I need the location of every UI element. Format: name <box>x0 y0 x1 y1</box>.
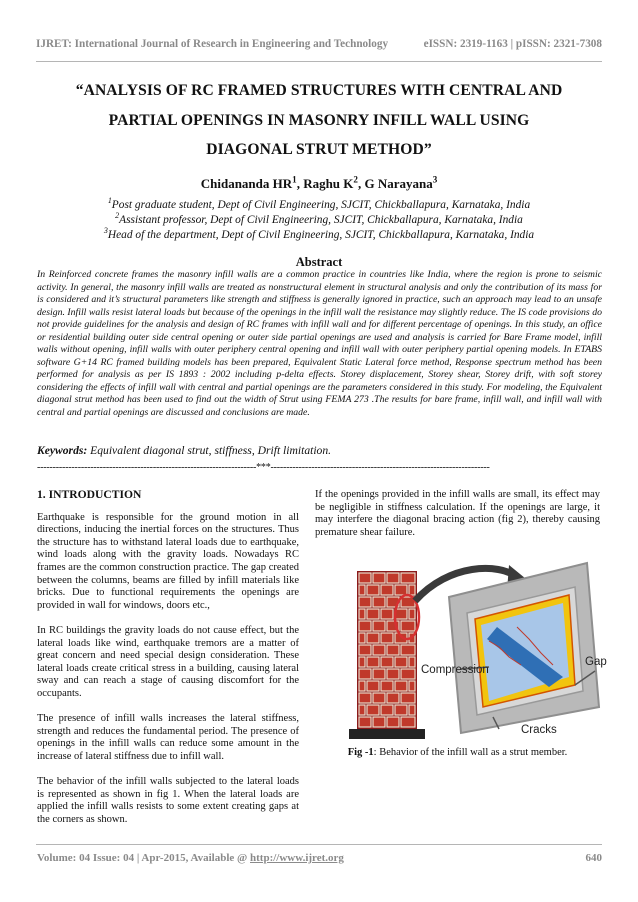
keywords-text: Equivalent diagonal strut, stiffness, Drift limitation. <box>87 444 332 457</box>
issn: eISSN: 2319-1163 | pISSN: 2321-7308 <box>423 38 602 50</box>
paragraph: Earthquake is responsible for the ground motion in all directions, inducing the inertial forces on the structures. Thus the structure has to withstand lateral loads due to earthquake, wind loads along with the gravity loads. Nowadays RC frames are the common construction practice. The gap created between the columns, beams are filled by infill materials like bricks. Due to functional requirements the openings are provided in wall for windows, doors etc., <box>37 511 299 611</box>
paragraph: The presence of infill walls increases the lateral stiffness, strength and reduces the fundamental period. The presence of openings in the infill walls can reduce some amount in the increase of lateral stiffness due to infill wall. <box>37 713 299 762</box>
paragraph: The behavior of the infill walls subjected to the lateral loads is represented as shown in fig 1. When the lateral loads are applied the infill walls resists to some extent creating gaps at the corners as shown. <box>37 776 299 825</box>
volume-text: Volume: 04 Issue: 04 | Apr-2015, Available @ <box>37 852 251 864</box>
affiliations <box>30 198 608 243</box>
strut-behavior-figure <box>349 557 611 739</box>
affiliation-sup: 2 <box>115 211 120 221</box>
journal-name: IJRET: International Journal of Research in Engineering and Technology <box>36 38 389 50</box>
title-line: DIAGONAL STRUT METHOD” <box>206 141 432 158</box>
affiliation-text: Post graduate student, Dept of Civil Engineering, SJCIT, Chickballapura, Karnataka, India <box>111 199 531 211</box>
affiliation-text: Assistant professor, Dept of Civil Engineering, SJCIT, Chickballapura, Karnataka, India <box>119 214 523 226</box>
gap-label: Gap <box>585 656 607 668</box>
deformed-frame-illustration <box>449 563 599 733</box>
abstract-text: In Reinforced concrete frames the masonry infill walls are a common practice in countries like India, where the region is prone to seismic activity. In general, the masonry infill walls are treated as nonstructural element in structural analysis and only the contribution of its mass for is considered and it’s structural parameters like strength and stiffness is generally ignored in practice, such an approach may lead to an unsafe design. Infill walls resist lateral loads but because of the openings in the infill wall the resistance may slightly reduce. The IS code provisions do not provide guidelines for the analysis and design of RC frames with infill wall and for different percentage of openings. In this study, an office or residential building outer side central opening or outer side partial openings are used and analysis is carried for Bare Frame model, infill walls without opening, infill walls with outer periphery central opening and infill wall with outer periphery partial opening models. In ETABS software G+14 RC framed building models has been prepared, Equivalent Static Lateral force method, Response spectrum method has been performed for analysis as per IS 1893 : 2002 including p-delta effects. Storey displacement, Storey shear, Storey drift, with soft storey considering the effects of infill wall with central and partial openings are the parameters considered in this study. For modeling, the Equivalent diagonal strut method has been used to find out the width of Strut using FEMA 273 .The results for bare frame, infill wall, and infill wall with central and partial openings are discussed and conclusions are made. <box>37 269 602 419</box>
journal-link[interactable]: http://www.ijret.org <box>250 852 344 864</box>
paper-title <box>30 76 608 165</box>
page-number: 640 <box>585 852 602 864</box>
title-line: PARTIAL OPENINGS IN MASONRY INFILL WALL USING <box>108 111 530 129</box>
compression-label: Compression <box>421 664 489 676</box>
section-heading: 1. INTRODUCTION <box>37 488 142 501</box>
affiliation-text: Head of the department, Dept of Civil Engineering, SJCIT, Chickballapura, Karnataka, India <box>107 229 535 241</box>
figure-caption <box>315 747 600 758</box>
figure-label: Fig -1 <box>347 747 374 758</box>
author-sup: 1 <box>292 174 297 185</box>
author-sup: 3 <box>432 174 438 185</box>
author-name: G Narayana <box>364 176 433 191</box>
author-name: Raghu K <box>303 176 354 191</box>
title-line: “ANALYSIS OF RC FRAMED STRUCTURES WITH CENTRAL AND <box>75 82 563 99</box>
paragraph: In RC buildings the gravity loads do not cause effect, but the lateral loads like wind, earthquake tremors are a matter of great concern and need special design consideration. These lateral loads create critical stress in a building, causing lateral sway and can reach a stage of causing discomfort for the occupants. <box>37 624 299 699</box>
author-name: Chidananda HR <box>200 176 293 191</box>
cracks-label: Cracks <box>521 724 557 736</box>
right-column <box>315 489 600 552</box>
volume-info <box>37 852 344 864</box>
affiliation <box>30 213 608 228</box>
brick-wall-illustration <box>349 571 425 739</box>
paragraph: If the openings provided in the infill walls are small, its effect may be negligible in stiffness calculation. If the openings are large, it may interfere the diagonal bracing action (fig 2), thereby causing premature shear failure. <box>315 489 600 538</box>
running-header <box>36 38 602 54</box>
affiliation <box>30 228 608 243</box>
left-column <box>37 489 299 839</box>
footer-rule <box>36 844 602 845</box>
authors: Chidananda $HR^1$, Raghu $K^2$, G Narayana$^3$ <box>200 174 438 191</box>
keywords-label: Keywords: <box>37 444 88 457</box>
keywords <box>37 444 602 457</box>
affiliation-sup: 1 <box>107 196 112 206</box>
affiliation-sup: 3 <box>103 226 108 236</box>
section-separator: ----------------------------------------------------------------------***---------------------------------------------------------------------- <box>37 462 490 473</box>
abstract-heading: Abstract <box>295 255 343 269</box>
header-rule <box>36 61 602 62</box>
author-sup: 2 <box>353 174 358 185</box>
figure-caption-text: : Behavior of the infill wall as a strut member. <box>373 747 568 758</box>
